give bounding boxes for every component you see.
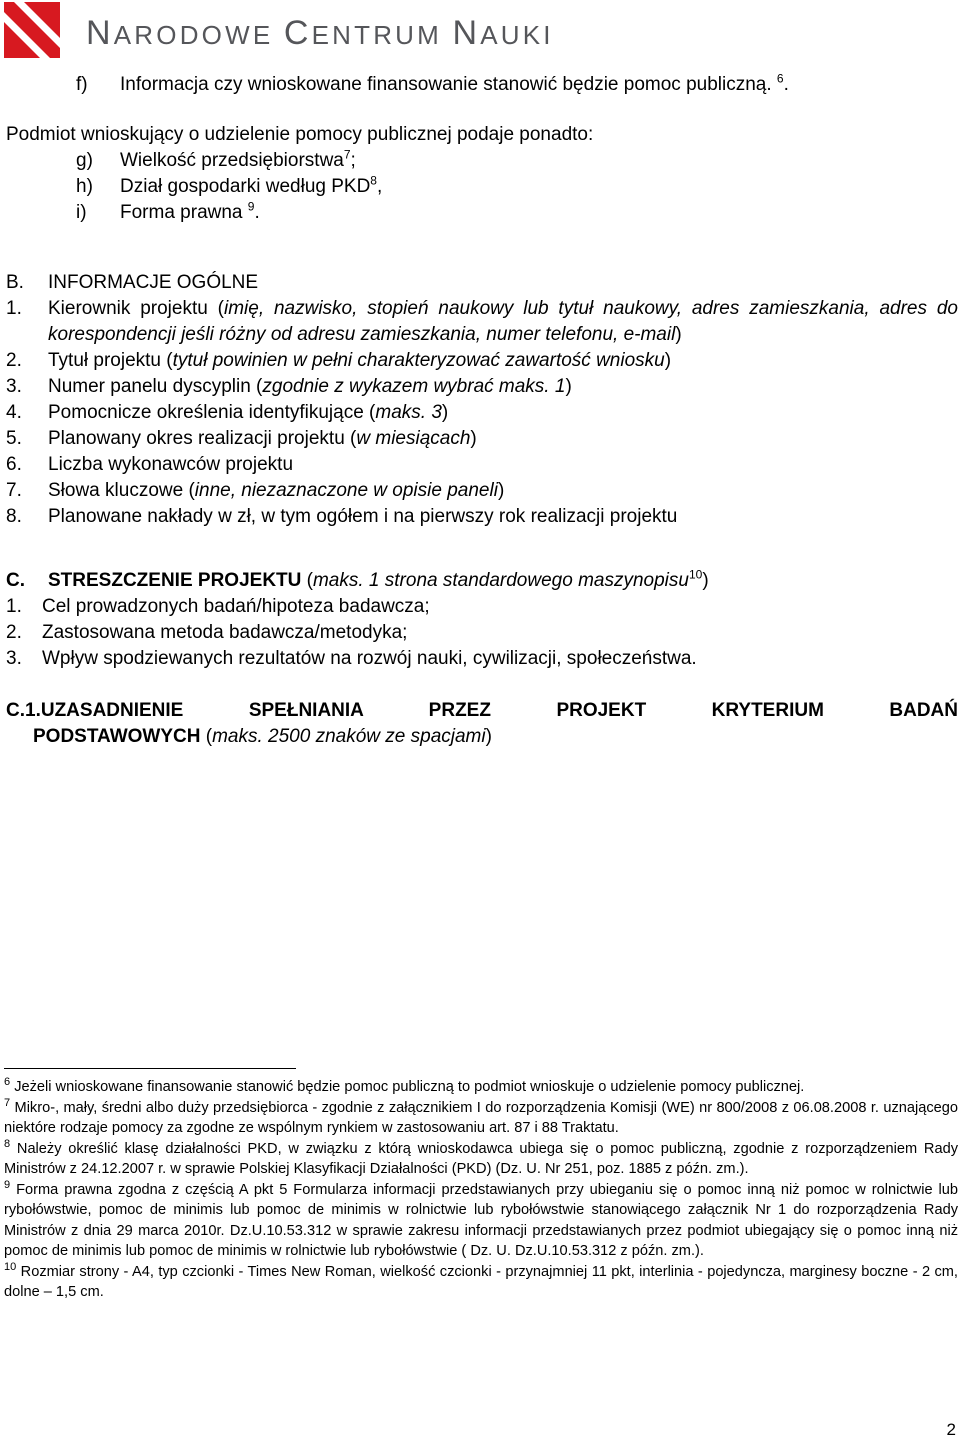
ncn-logo-icon: [4, 2, 60, 58]
section-b-item: 8. Planowane nakłady w zł, w tym ogółem i na pierwszy rok realizacji projektu: [6, 506, 678, 527]
section-b-item: 1. Kierownik projektu (imię, nazwisko, stopień naukowy lub tytuł naukowy, adres zamieszkania, adres do korespondencji jeśli różny od adresu zamieszkania, numer telefonu, e-mail): [6, 298, 958, 345]
section-b-heading: B. INFORMACJE OGÓLNE: [6, 272, 259, 293]
section-c-heading: C. STRESZCZENIE PROJEKTU (maks. 1 strona standardowego maszynopisu$^{10}$): [6, 567, 709, 591]
document-body: [6, 68, 958, 750]
section-b-list: [6, 296, 958, 530]
footnote-7: $^7$ Mikro-, mały, średni albo duży przedsiębiorca - zgodnie z załącznikiem I do rozporządzenia Komisji (WE) nr 800/2008 z 06.08.2008 r. uznającego niektóre rodzaje pomocy za zgodne ze wspólnym rynkiem w zastosowaniu art. 87 i 88 Traktatu.: [4, 1096, 958, 1136]
section-c-list: [6, 594, 958, 672]
section-b-item: 7. Słowa kluczowe (inne, niezaznaczone w opisie paneli): [6, 480, 505, 501]
page-number: 2: [946, 1420, 956, 1439]
section-b-item: 5. Planowany okres realizacji projektu (w miesiącach): [6, 428, 477, 449]
footnote-6: $^6$ Jeżeli wnioskowane finansowanie stanowić będzie pomoc publiczną to podmiot wnioskuje o udzielenie pomocy publicznej.: [4, 1076, 805, 1095]
list-item-i: i) Forma prawna $^9$.: [76, 199, 260, 223]
list-item-h: h) Dział gospodarki według PKD$^8$,: [76, 173, 383, 197]
section-b-item: 4. Pomocnicze określenia identyfikujące (maks. 3): [6, 402, 449, 423]
list-item-f: f) Informacja czy wnioskowane finansowanie stanowić będzie pomoc publiczną. $^6$.: [76, 71, 789, 95]
intro-paragraph: Podmiot wnioskujący o udzielenie pomocy publicznej podaje ponadto:: [6, 124, 594, 145]
footnotes: [4, 1068, 958, 1303]
page-header: [0, 0, 960, 60]
section-b-item: 3. Numer panelu dyscyplin (zgodnie z wykazem wybrać maks. 1): [6, 376, 572, 397]
footnote-separator: [4, 1068, 296, 1069]
footnote-10: $^{10}$ Rozmiar strony - A4, typ czcionki - Times New Roman, wielkość czcionki - przynajmniej 11 pkt, interlinia - pojedyncza, marginesy boczne - 2 cm, dolne – 1,5 cm.: [4, 1260, 958, 1300]
section-b-item: 6. Liczba wykonawców projektu: [6, 454, 294, 475]
footnote-9: $^9$ Forma prawna zgodna z częścią A pkt 5 Formularza informacji przedstawianych przy ubieganiu się o pomoc inną niż pomoc w rolnictwie lub rybołówstwie, pomoc de minimis lub pomoc de minimis w rolnictwie lub rybołówstwie stanowiącego załącznik Nr 1 do rozporządzenia Rady Ministrów z dnia 29 marca 2010r. Dz.U.10.53.312 w sprawie zakresu informacji przedstawianych przez podmiot ubiegający się o pomoc inną niż pomoc de minimis lub pomoc de minimis w rolnictwie lub rybołówstwie ( Dz. U. Dz.U.10.53.312 z późn. zm.).: [4, 1178, 958, 1259]
org-name: NARODOWE CENTRUM NAUKI: [86, 14, 554, 52]
section-c-item: 3. Wpływ spodziewanych rezultatów na rozwój nauki, cywilizacji, społeczeństwa.: [6, 648, 697, 669]
section-b-item: 2. Tytuł projektu (tytuł powinien w pełni charakteryzować zawartość wniosku): [6, 350, 672, 371]
list-item-g: g) Wielkość przedsiębiorstwa$^7$;: [76, 147, 356, 171]
section-c-item: 1. Cel prowadzonych badań/hipoteza badawcza;: [6, 596, 430, 617]
section-c-item: 2. Zastosowana metoda badawcza/metodyka;: [6, 622, 408, 643]
footnote-8: $^8$ Należy określić klasę działalności PKD, w związku z którą wnioskodawca ubiega się o pomoc publiczną, zgodnie z rozporządzeniem Rady Ministrów z 24.12.2007 r. w sprawie Polskiej Klasyfikacji Działalności (PKD) (Dz. U. Nr 251, poz. 1885 z późn. zm.).: [4, 1137, 959, 1177]
section-c1-heading: C.1.UZASADNIENIE SPEŁNIANIA PRZEZ PROJEKT KRYTERIUM BADAŃ PODSTAWOWYCH (maks. 2500 znaków ze spacjami): [6, 700, 958, 747]
